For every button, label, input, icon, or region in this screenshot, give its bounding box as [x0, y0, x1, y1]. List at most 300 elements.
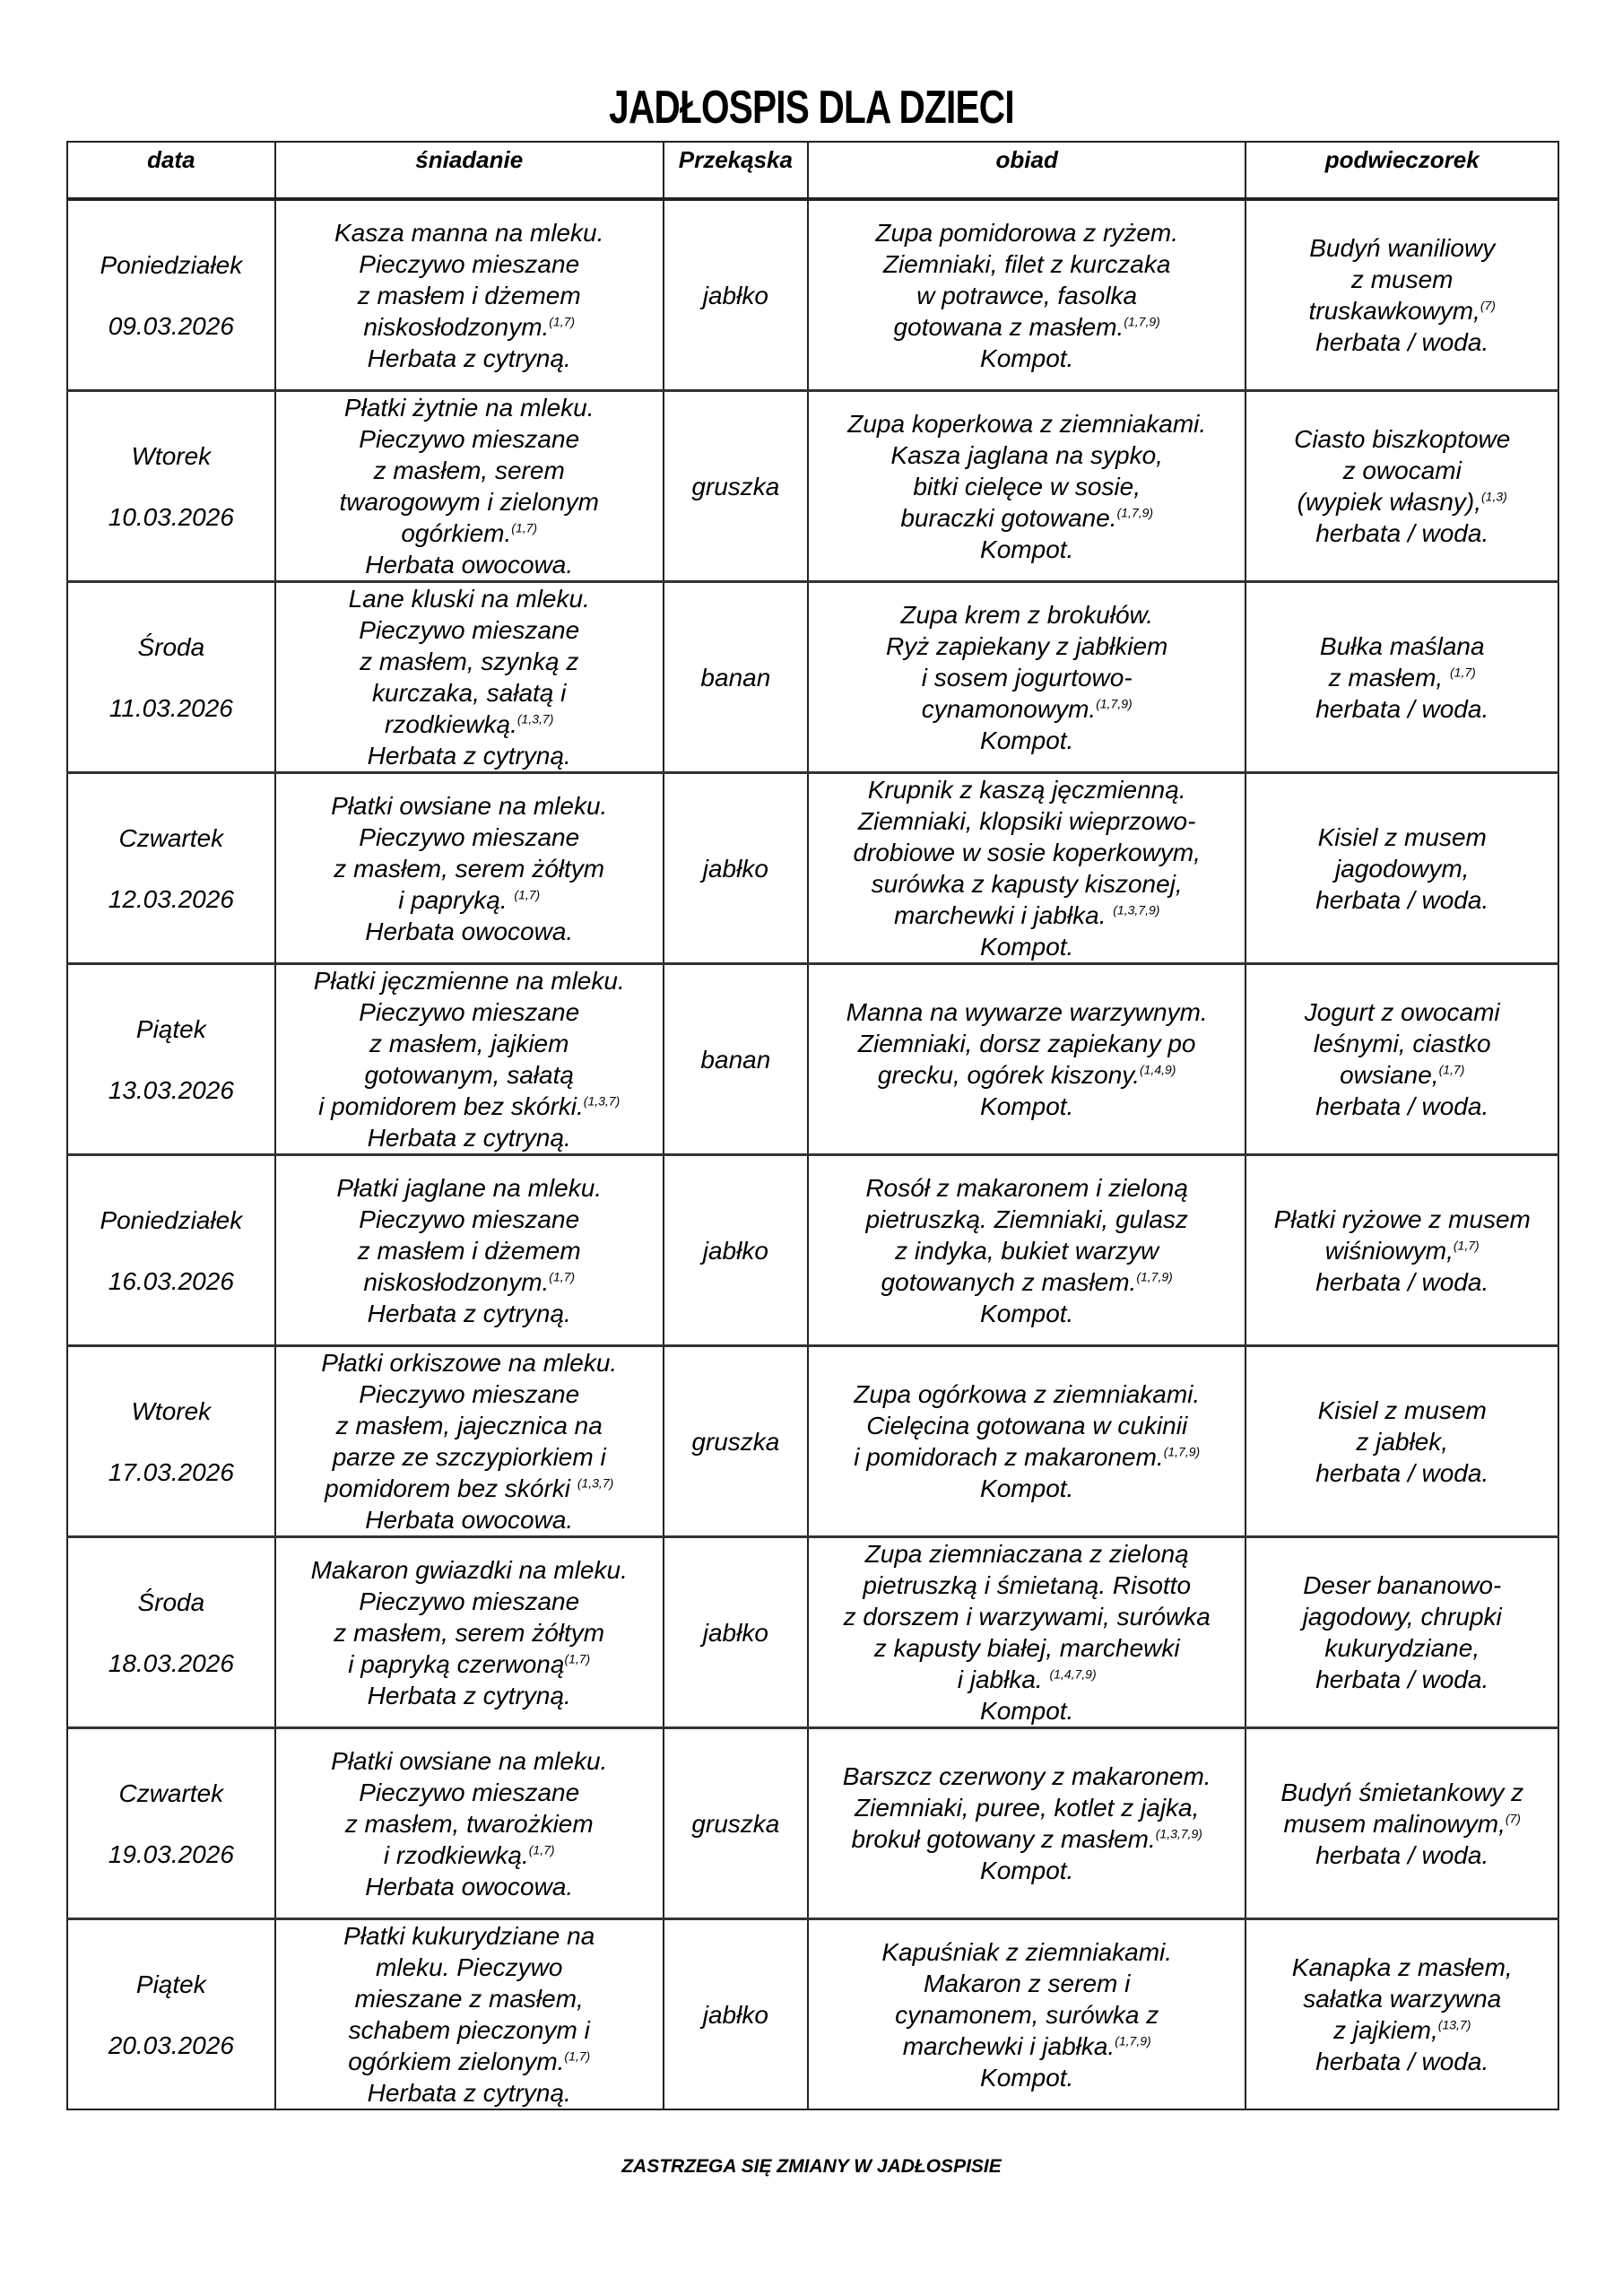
menu-line: [340, 549, 599, 580]
allergen-note: (1,3,7): [583, 1093, 621, 1109]
menu-line: [1305, 1028, 1500, 1059]
menu-text: Budyń waniliowy: [1309, 234, 1496, 262]
menu-text: Ziemniaki, dorsz zapiekany po: [857, 1030, 1196, 1057]
afternoon-snack-cell: [1245, 773, 1558, 964]
menu-line: [331, 1839, 607, 1871]
day-date: 19.03.2026: [108, 1839, 234, 1868]
menu-text: z masłem, serem żółtym: [334, 1618, 605, 1647]
menu-line: [1303, 1664, 1502, 1695]
afternoon-snack-cell: [1245, 1919, 1558, 2110]
menu-text: z masłem i dżemem: [357, 281, 581, 309]
lunch-cell: [808, 1537, 1246, 1728]
menu-line: [844, 1538, 1211, 1570]
lunch-cell: [808, 1346, 1246, 1537]
menu-text: Kisiel z musem: [1317, 1396, 1487, 1424]
menu-line: [843, 1855, 1211, 1886]
menu-text: Herbata z cytryną.: [367, 344, 571, 372]
menu-line: [865, 1266, 1188, 1298]
menu-line: [875, 311, 1178, 343]
menu-line: [1305, 996, 1500, 1028]
menu-text: Herbata z cytryną.: [367, 1681, 571, 1709]
menu-text: z kapusty białej, marchewki: [873, 1634, 1180, 1662]
menu-text: gotowana z masłem.: [893, 312, 1124, 341]
menu-line: [349, 709, 590, 740]
menu-line: [847, 408, 1206, 439]
menu-text: Rosół z makaronem i zieloną: [865, 1173, 1188, 1202]
menu-text: Herbata owocowa.: [365, 917, 574, 945]
menu-text: Płatki ryżowe z musem: [1273, 1205, 1531, 1233]
menu-text: herbata / woda.: [1315, 2048, 1489, 2075]
menu-text: z masłem, jajkiem: [369, 1030, 569, 1057]
menu-line: [321, 1473, 617, 1504]
menu-line: [1292, 1952, 1513, 1983]
menu-text: Płatki kukurydziane na: [343, 1922, 595, 1950]
menu-body: [67, 199, 1558, 2109]
menu-text: brokuł gotowany z masłem.: [851, 1825, 1156, 1853]
day-name: Piątek: [135, 1970, 206, 1998]
menu-line: [1315, 1395, 1488, 1426]
menu-line: [1315, 853, 1488, 884]
menu-line: [1303, 1632, 1502, 1664]
menu-text: Ziemniaki, filet z kurczaka: [882, 249, 1171, 278]
menu-text: Kompot.: [980, 1857, 1074, 1884]
menu-text: Płatki owsiane na mleku.: [331, 791, 608, 820]
menu-text: i rzodkiewką.: [383, 1840, 529, 1869]
menu-line: [853, 900, 1201, 931]
menu-line: [331, 1777, 607, 1808]
afternoon-snack-cell: [1245, 1155, 1558, 1346]
menu-text: Ryż zapiekany z jabłkiem: [886, 631, 1168, 660]
menu-text: sałatka warzywna: [1303, 1985, 1502, 2013]
menu-text: herbata / woda.: [1315, 328, 1489, 356]
menu-line: [865, 1235, 1188, 1266]
table-row: [67, 582, 1558, 773]
menu-line: [340, 392, 599, 423]
afternoon-snack-cell: [1245, 1346, 1558, 1537]
lunch-cell: [808, 1919, 1246, 2110]
menu-line: [853, 837, 1201, 868]
menu-line: [334, 280, 603, 311]
menu-line: [847, 439, 1206, 471]
allergen-note: (13,7): [1437, 2017, 1471, 2032]
menu-line: [886, 631, 1167, 662]
menu-line: [1315, 822, 1488, 853]
menu-line: [853, 931, 1201, 962]
footer-note: ZASTRZEGA SIĘ ZMIANY W JADŁOSPISIE: [621, 2156, 1002, 2177]
breakfast-cell: [275, 1155, 664, 1346]
menu-line: [340, 486, 599, 517]
menu-text: Zupa ogórkowa z ziemniakami.: [854, 1380, 1201, 1408]
day-name: Środa: [137, 1587, 205, 1616]
menu-line: [853, 805, 1201, 837]
menu-text: Herbata z cytryną.: [367, 1124, 571, 1152]
menu-line: [349, 646, 590, 677]
menu-line: [844, 1601, 1211, 1632]
lunch-cell: [808, 773, 1246, 964]
date-cell: [67, 199, 275, 391]
table-row: [67, 1537, 1558, 1728]
menu-text: Barszcz czerwony z makaronem.: [842, 1762, 1211, 1790]
menu-line: [349, 677, 590, 709]
snack-cell: gruszka: [664, 391, 808, 582]
menu-line: [875, 217, 1178, 248]
menu-line: [331, 853, 607, 884]
menu-line: [1274, 1266, 1531, 1298]
menu-line: [1280, 1777, 1523, 1808]
menu-line: [334, 311, 603, 343]
header-snack: Przekąska: [664, 142, 808, 199]
breakfast-cell: [275, 582, 664, 773]
menu-line: [334, 248, 603, 280]
menu-text: marchewki i jabłka.: [902, 2031, 1115, 2060]
menu-line: [881, 1936, 1172, 1968]
menu-line: [854, 1378, 1200, 1410]
table-row: [67, 1728, 1558, 1919]
menu-text: herbata / woda.: [1315, 1092, 1489, 1120]
header-row: [67, 142, 1558, 199]
menu-line: [321, 1441, 617, 1473]
header-date: data: [67, 142, 275, 199]
menu-line: [865, 1298, 1188, 1329]
menu-text: Płatki orkiszowe na mleku.: [321, 1349, 618, 1377]
menu-text: z masłem, twarożkiem: [344, 1809, 594, 1838]
menu-text: Kompot.: [980, 1092, 1074, 1120]
menu-text: twarogowym i zielonym: [339, 488, 599, 516]
menu-line: [314, 1122, 625, 1153]
menu-line: [336, 1172, 602, 1204]
day-date: 17.03.2026: [108, 1457, 234, 1486]
menu-text: Ciasto biszkoptowe: [1294, 425, 1511, 453]
menu-text: Kanapka z masłem,: [1291, 1953, 1513, 1981]
menu-text: Jogurt z owocami: [1304, 998, 1500, 1026]
menu-line: [854, 1473, 1200, 1504]
menu-text: gotowanym, sałatą: [364, 1061, 574, 1089]
snack-cell: jabłko: [664, 199, 808, 391]
date-cell: [67, 1155, 275, 1346]
menu-text: Herbata owocowa.: [365, 1872, 574, 1900]
menu-text: kurczaka, sałatą i: [372, 679, 567, 707]
menu-line: [854, 1441, 1200, 1473]
menu-text: leśnymi, ciastko: [1313, 1030, 1491, 1057]
menu-text: Makaron z serem i: [924, 1969, 1131, 1997]
lunch-cell: [808, 391, 1246, 582]
menu-line: [311, 1680, 628, 1711]
breakfast-cell: [275, 1919, 664, 2110]
menu-text: i papryką czerwoną: [348, 1649, 565, 1678]
lunch-cell: [808, 964, 1246, 1155]
menu-text: musem malinowym,: [1283, 1809, 1506, 1838]
menu-text: Pieczywo mieszane: [359, 616, 580, 644]
menu-line: [1292, 2046, 1513, 2077]
breakfast-cell: [275, 964, 664, 1155]
menu-text: Ziemniaki, klopsiki wieprzowo-: [857, 807, 1196, 835]
day-name: Czwartek: [118, 1779, 224, 1807]
menu-text: z masłem, jajecznica na: [335, 1412, 603, 1439]
menu-text: niskosłodzonym.: [363, 1267, 550, 1296]
menu-text: Deser bananowo-: [1303, 1571, 1502, 1599]
menu-text: i papryką.: [398, 885, 515, 914]
breakfast-cell: [275, 391, 664, 582]
table-row: [67, 1919, 1558, 2110]
menu-line: [1303, 1570, 1502, 1601]
menu-text: Kompot.: [980, 1474, 1074, 1502]
menu-line: [1280, 1808, 1523, 1839]
date-cell: [67, 1537, 275, 1728]
menu-line: [1315, 662, 1488, 693]
allergen-note: (1,4,7,9): [1049, 1666, 1097, 1682]
menu-line: [336, 1235, 602, 1266]
menu-text: Zupa ziemniaczana z zieloną: [864, 1540, 1189, 1568]
snack-cell: gruszka: [664, 1346, 808, 1537]
date-cell: [67, 964, 275, 1155]
menu-text: Herbata z cytryną.: [367, 2079, 571, 2107]
day-date: 13.03.2026: [108, 1075, 234, 1104]
allergen-note: (1,3): [1481, 489, 1507, 504]
snack-cell: gruszka: [664, 1728, 808, 1919]
allergen-note: (1,7): [1453, 1238, 1480, 1253]
menu-line: [311, 1617, 628, 1648]
menu-text: Kompot.: [980, 1299, 1074, 1327]
menu-line: [1294, 486, 1510, 517]
menu-line: [331, 916, 607, 947]
menu-line: [1292, 1983, 1513, 2014]
allergen-note: (1,7,9): [1136, 1269, 1173, 1284]
day-date: 09.03.2026: [108, 311, 234, 340]
menu-line: [853, 774, 1201, 805]
menu-line: [349, 740, 590, 771]
menu-text: cynamonem, surówka z: [895, 2000, 1159, 2029]
menu-line: [314, 1091, 625, 1122]
menu-text: z musem: [1350, 265, 1454, 293]
menu-line: [1294, 517, 1510, 549]
menu-text: buraczki gotowane.: [900, 503, 1117, 532]
menu-line: [1308, 326, 1496, 358]
menu-line: [1274, 1235, 1531, 1266]
menu-text: herbata / woda.: [1315, 1458, 1489, 1487]
breakfast-cell: [275, 1728, 664, 1919]
menu-text: z masłem i dżemem: [357, 1236, 581, 1265]
breakfast-cell: [275, 773, 664, 964]
menu-line: [843, 1761, 1211, 1792]
menu-text: z owocami: [1342, 457, 1462, 484]
menu-line: [321, 1378, 617, 1410]
menu-line: [881, 1999, 1172, 2031]
afternoon-snack-cell: [1245, 391, 1558, 582]
menu-line: [846, 1028, 1208, 1059]
day-name: Czwartek: [118, 823, 224, 852]
menu-text: i sosem jogurtowo-: [921, 663, 1133, 691]
menu-text: Kompot.: [980, 344, 1074, 372]
menu-line: [343, 1952, 595, 1983]
day-date: 20.03.2026: [108, 2031, 234, 2059]
allergen-note: (1,7): [549, 314, 576, 329]
menu-line: [334, 343, 603, 374]
day-date: 10.03.2026: [108, 502, 234, 531]
menu-line: [1308, 264, 1496, 295]
menu-text: Herbata z cytryną.: [367, 1299, 571, 1327]
menu-line: [1315, 1457, 1488, 1489]
table-row: [67, 391, 1558, 582]
menu-line: [843, 1792, 1211, 1823]
menu-text: z jabłek,: [1356, 1427, 1449, 1456]
allergen-note: (1,4,9): [1139, 1062, 1176, 1077]
menu-text: herbata / woda.: [1315, 1267, 1489, 1296]
menu-text: z masłem, szynką z: [360, 648, 579, 675]
menu-line: [314, 996, 625, 1028]
menu-text: Pieczywo mieszane: [359, 249, 580, 278]
menu-text: wiśniowym,: [1324, 1236, 1454, 1265]
menu-text: mieszane z masłem,: [354, 1985, 584, 2013]
menu-line: [853, 868, 1201, 900]
menu-text: Pieczywo mieszane: [359, 1587, 580, 1615]
menu-line: [886, 725, 1167, 756]
menu-text: z masłem,: [1328, 663, 1450, 691]
header-breakfast: śniadanie: [275, 142, 664, 199]
afternoon-snack-cell: [1245, 1537, 1558, 1728]
menu-line: [886, 693, 1167, 725]
menu-text: Płatki jęczmienne na mleku.: [313, 967, 625, 995]
menu-text: Pieczywo mieszane: [359, 998, 580, 1026]
menu-line: [331, 1871, 607, 1902]
menu-text: Budyń śmietankowy z: [1280, 1778, 1524, 1806]
allergen-note: (1,3,7): [516, 711, 554, 726]
menu-text: i pomidorach z makaronem.: [854, 1443, 1164, 1471]
menu-line: [1280, 1839, 1523, 1871]
header-lunch: obiad: [808, 142, 1246, 199]
menu-line: [343, 1983, 595, 2014]
lunch-cell: [808, 1728, 1246, 1919]
allergen-note: (1,7): [1450, 665, 1476, 680]
menu-line: [844, 1570, 1211, 1601]
menu-text: jagodowy, chrupki: [1302, 1603, 1502, 1631]
menu-line: [336, 1204, 602, 1235]
allergen-note: (1,3,7,9): [1155, 1826, 1202, 1841]
menu-line: [1308, 232, 1496, 264]
menu-text: i pomidorem bez skórki.: [318, 1092, 584, 1120]
menu-line: [1315, 884, 1488, 916]
day-date: 16.03.2026: [108, 1266, 234, 1295]
menu-line: [343, 2077, 595, 2109]
menu-text: herbata / woda.: [1315, 519, 1489, 547]
menu-text: Zupa koperkowa z ziemniakami.: [847, 409, 1207, 438]
date-cell: [67, 582, 275, 773]
menu-line: [1305, 1059, 1500, 1091]
menu-text: pomidorem bez skórki: [325, 1474, 577, 1502]
menu-line: [844, 1632, 1211, 1664]
menu-text: Herbata z cytryną.: [367, 742, 571, 770]
menu-text: herbata / woda.: [1315, 885, 1489, 914]
afternoon-snack-cell: [1245, 1728, 1558, 1919]
menu-table: [66, 141, 1559, 2110]
table-row: [67, 1155, 1558, 1346]
menu-line: [1303, 1601, 1502, 1632]
menu-text: Herbata owocowa.: [365, 1506, 574, 1534]
menu-text: gotowanych z masłem.: [881, 1267, 1137, 1296]
afternoon-snack-cell: [1245, 199, 1558, 391]
menu-text: Płatki jaglane na mleku.: [336, 1173, 603, 1202]
menu-text: Pieczywo mieszane: [359, 1778, 580, 1806]
allergen-note: (7): [1505, 1811, 1521, 1826]
menu-line: [1305, 1091, 1500, 1122]
menu-text: Bułka maślana: [1319, 631, 1485, 660]
menu-text: Makaron gwiazdki na mleku.: [310, 1555, 628, 1584]
menu-text: Zupa pomidorowa z ryżem.: [875, 218, 1179, 247]
menu-line: [314, 965, 625, 996]
menu-text: Kapuśniak z ziemniakami.: [881, 1937, 1173, 1966]
allergen-note: (1,3,7,9): [1113, 902, 1160, 918]
snack-cell: jabłko: [664, 1919, 808, 2110]
menu-text: z indyka, bukiet warzyw: [895, 1236, 1159, 1265]
menu-text: Kompot.: [980, 933, 1074, 961]
menu-line: [875, 248, 1178, 280]
date-cell: [67, 1346, 275, 1537]
menu-text: niskosłodzonym.: [363, 312, 550, 341]
menu-text: jagodowym,: [1335, 854, 1470, 883]
date-cell: [67, 1919, 275, 2110]
menu-line: [340, 517, 599, 549]
menu-text: z dorszem i warzywami, surówka: [843, 1603, 1211, 1631]
menu-line: [1294, 423, 1510, 455]
breakfast-cell: [275, 199, 664, 391]
menu-text: Kompot.: [980, 2063, 1074, 2092]
menu-line: [854, 1410, 1200, 1441]
menu-text: Kompot.: [980, 535, 1074, 563]
table-row: [67, 773, 1558, 964]
menu-text: pietruszką i śmietaną. Risotto: [863, 1571, 1192, 1599]
menu-text: (wypiek własny),: [1297, 488, 1482, 516]
date-cell: [67, 1728, 275, 1919]
menu-line: [847, 534, 1206, 565]
menu-text: grecku, ogórek kiszony.: [877, 1061, 1140, 1089]
breakfast-cell: [275, 1537, 664, 1728]
menu-line: [343, 1920, 595, 1952]
menu-line: [314, 1028, 625, 1059]
menu-text: ogórkiem zielonym.: [348, 2048, 565, 2075]
menu-line: [331, 1808, 607, 1839]
menu-text: Pieczywo mieszane: [359, 1205, 580, 1233]
menu-text: i jabłka.: [957, 1665, 1050, 1693]
menu-line: [846, 1091, 1208, 1122]
menu-line: [1292, 2014, 1513, 2046]
allergen-note: (1,3,7): [577, 1475, 614, 1491]
allergen-note: (1,7,9): [1124, 314, 1160, 329]
menu-text: Pieczywo mieszane: [359, 425, 580, 453]
snack-cell: jabłko: [664, 1537, 808, 1728]
snack-cell: banan: [664, 582, 808, 773]
menu-line: [1315, 693, 1488, 725]
menu-line: [311, 1648, 628, 1680]
menu-line: [321, 1410, 617, 1441]
menu-line: [343, 2046, 595, 2077]
menu-text: Krupnik z kaszą jęczmienną.: [867, 776, 1186, 804]
menu-text: schabem pieczonym i: [348, 2016, 590, 2044]
menu-text: Kompot.: [980, 1697, 1074, 1725]
menu-text: Pieczywo mieszane: [359, 822, 580, 851]
date-cell: [67, 773, 275, 964]
snack-cell: jabłko: [664, 1155, 808, 1346]
menu-text: herbata / woda.: [1315, 1840, 1489, 1869]
menu-line: [875, 280, 1178, 311]
menu-line: [349, 583, 590, 614]
menu-text: mleku. Pieczywo: [375, 1953, 563, 1981]
table-row: [67, 1346, 1558, 1537]
menu-line: [886, 662, 1167, 693]
allergen-note: (1,7,9): [1096, 696, 1133, 711]
date-cell: [67, 391, 275, 582]
afternoon-snack-cell: [1245, 582, 1558, 773]
menu-text: Ziemniaki, puree, kotlet z jajka,: [855, 1794, 1200, 1822]
menu-line: [1315, 631, 1488, 662]
